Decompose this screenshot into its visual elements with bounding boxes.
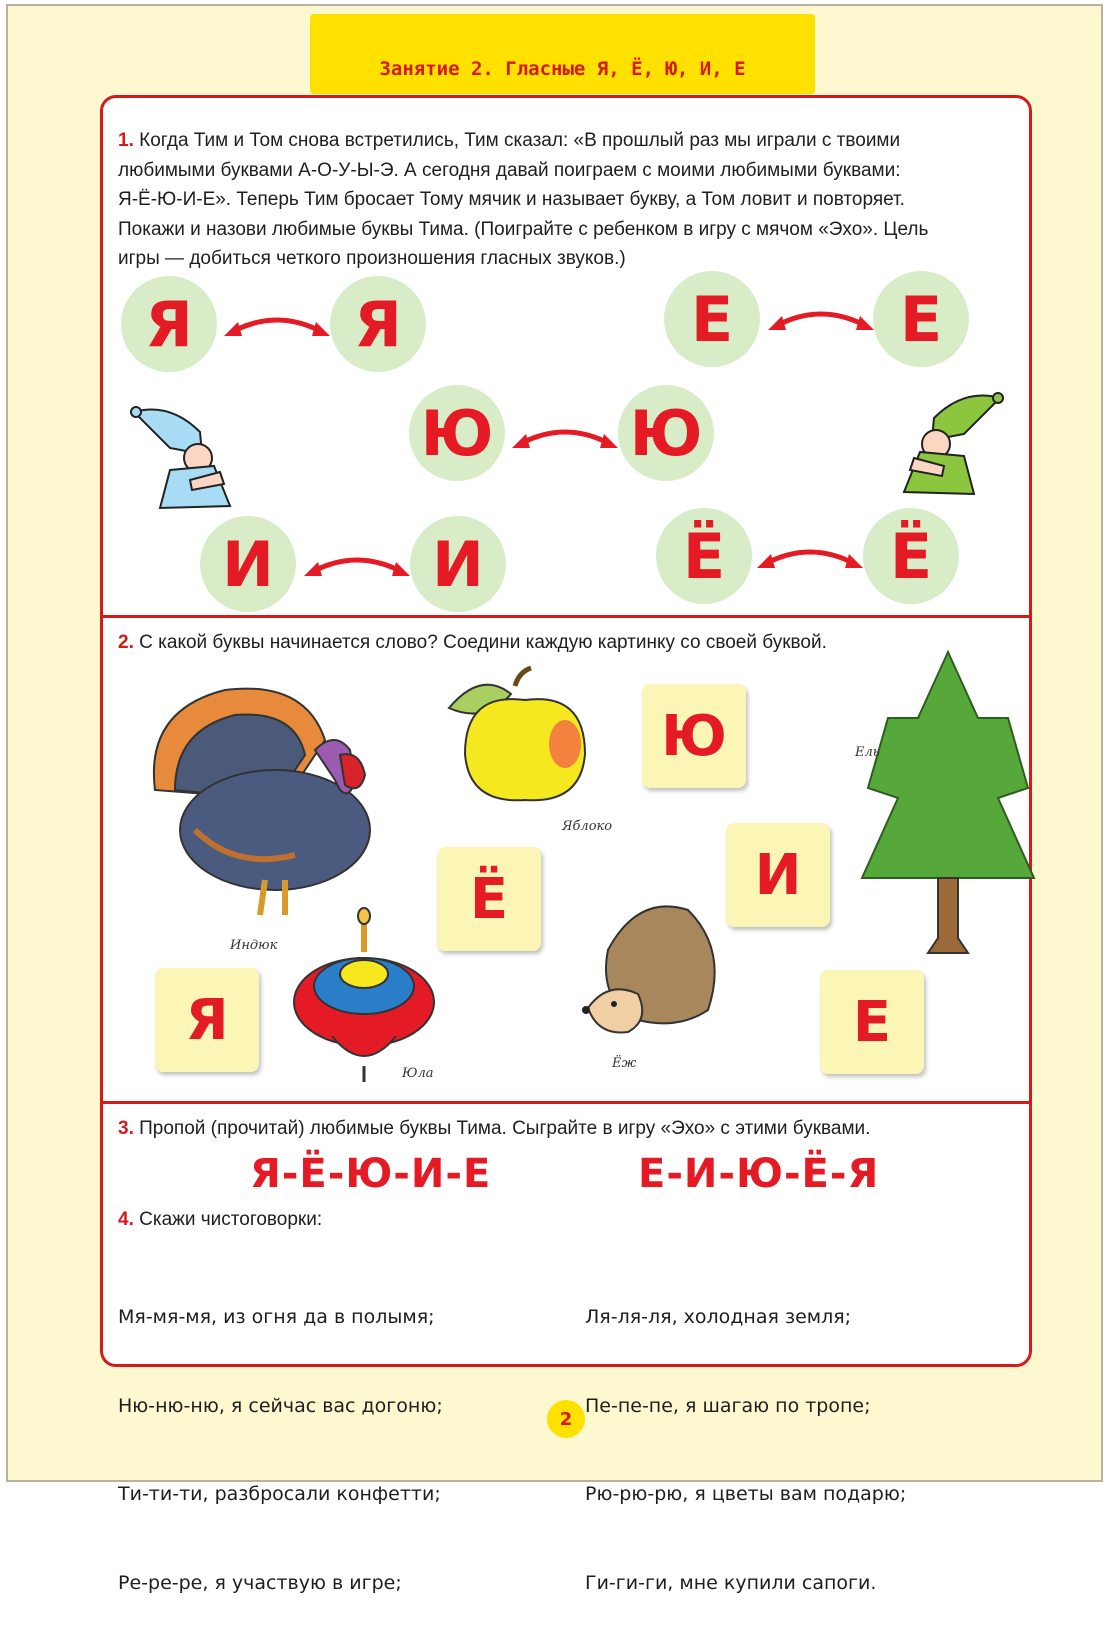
- caption-turkey: Индюк: [230, 938, 278, 953]
- double-arrow-icon: [766, 300, 876, 336]
- page-number: 2: [547, 1400, 585, 1438]
- task-1-line: Я-Ё-Ю-И-Е». Теперь Тим бросает Тому мячик и называет букву, а Том ловит и повторяет.: [118, 189, 905, 210]
- letter-circle[interactable]: Ю: [409, 385, 505, 481]
- letter-tile[interactable]: Я: [155, 968, 259, 1072]
- apple-picture[interactable]: [445, 664, 595, 808]
- letter-tile[interactable]: И: [726, 823, 830, 927]
- poem-line: Ню-ню-ню, я сейчас вас догоню;: [118, 1394, 443, 1417]
- double-arrow-icon: [755, 538, 865, 574]
- letter-circle[interactable]: Ю: [618, 385, 714, 481]
- poem-line: Ги-ги-ги, мне купили сапоги.: [585, 1571, 877, 1594]
- turkey-picture[interactable]: [135, 680, 375, 920]
- letter-tile[interactable]: Е: [820, 970, 924, 1074]
- task-number: 1.: [118, 130, 134, 151]
- caption-apple: Яблоко: [562, 819, 613, 834]
- task-4-instruction: Скажи чистоговорки:: [139, 1209, 323, 1230]
- letter-tile[interactable]: Ю: [642, 684, 746, 788]
- letter-circle[interactable]: Я: [330, 276, 426, 372]
- poem-line: Рю-рю-рю, я цветы вам подарю;: [585, 1483, 907, 1505]
- letter-circle[interactable]: Ё: [656, 508, 752, 604]
- vowel-sequence-right: Е-И-Ю-Ё-Я: [638, 1151, 880, 1197]
- letter-circle[interactable]: Ё: [863, 508, 959, 604]
- tongue-twisters-right: [585, 1244, 906, 1628]
- letter-tile[interactable]: Ё: [437, 847, 541, 951]
- task-3-instruction: Пропой (прочитай) любимые буквы Тима. Сыграйте в игру «Эхо» с этими буквами.: [139, 1118, 871, 1139]
- poem-line: Ти-ти-ти, разбросали конфетти;: [118, 1483, 441, 1505]
- letter-circle[interactable]: Я: [121, 276, 217, 372]
- poem-line: Ля-ля-ля, холодная земля;: [585, 1306, 852, 1328]
- vowel-sequence-left: Я-Ё-Ю-И-Е: [250, 1151, 492, 1197]
- hedgehog-picture[interactable]: [578, 890, 718, 1040]
- fir-tree-picture[interactable]: [858, 648, 1038, 958]
- task-4-text: [118, 1205, 718, 1235]
- task-1-line: Покажи и назови любимые буквы Тима. (Поиграйте с ребенком в игру с мячом «Эхо». Цель: [118, 218, 929, 240]
- double-arrow-icon: [302, 546, 412, 582]
- section-divider: [100, 1101, 1032, 1104]
- letter-circle[interactable]: Е: [664, 271, 760, 367]
- double-arrow-icon: [222, 306, 332, 342]
- lesson-title: Занятие 2. Гласные Я, Ё, Ю, И, Е: [379, 58, 746, 80]
- poem-line: Пе-пе-пе, я шагаю по тропе;: [585, 1394, 871, 1417]
- gnome-tim-icon: [130, 402, 234, 510]
- letter-circle[interactable]: И: [200, 516, 296, 612]
- task-3-text: [118, 1114, 1018, 1144]
- caption-tree: Ель: [855, 745, 880, 760]
- task-2-instruction: С какой буквы начинается слово? Соедини каждую картинку со своей буквой.: [139, 632, 827, 653]
- lesson-header: [310, 14, 815, 94]
- task-1-line: игры — добиться четкого произношения гласных звуков.): [118, 248, 626, 269]
- tongue-twisters-left: [118, 1244, 443, 1628]
- task-number: 3.: [118, 1118, 134, 1139]
- task-number: 4.: [118, 1209, 134, 1230]
- double-arrow-icon: [510, 418, 620, 454]
- letter-circle[interactable]: И: [410, 516, 506, 612]
- caption-top: Юла: [402, 1066, 434, 1081]
- gnome-tom-icon: [900, 388, 1004, 496]
- task-1-line: любимыми буквами А-О-У-Ы-Э. А сегодня давай поиграем с моими любимыми буквами:: [118, 159, 901, 181]
- poem-line: Ре-ре-ре, я участвую в игре;: [118, 1571, 402, 1594]
- poem-line: Мя-мя-мя, из огня да в полымя;: [118, 1306, 435, 1328]
- letter-circle[interactable]: Е: [873, 271, 969, 367]
- task-1-line: Когда Тим и Том снова встретились, Тим сказал: «В прошлый раз мы играли с твоими: [139, 130, 901, 151]
- task-1-text: [118, 126, 1018, 274]
- task-number: 2.: [118, 632, 134, 653]
- caption-hedgehog: Ёж: [612, 1056, 637, 1071]
- spinning-top-picture[interactable]: [292, 906, 436, 1084]
- section-divider: [100, 615, 1032, 618]
